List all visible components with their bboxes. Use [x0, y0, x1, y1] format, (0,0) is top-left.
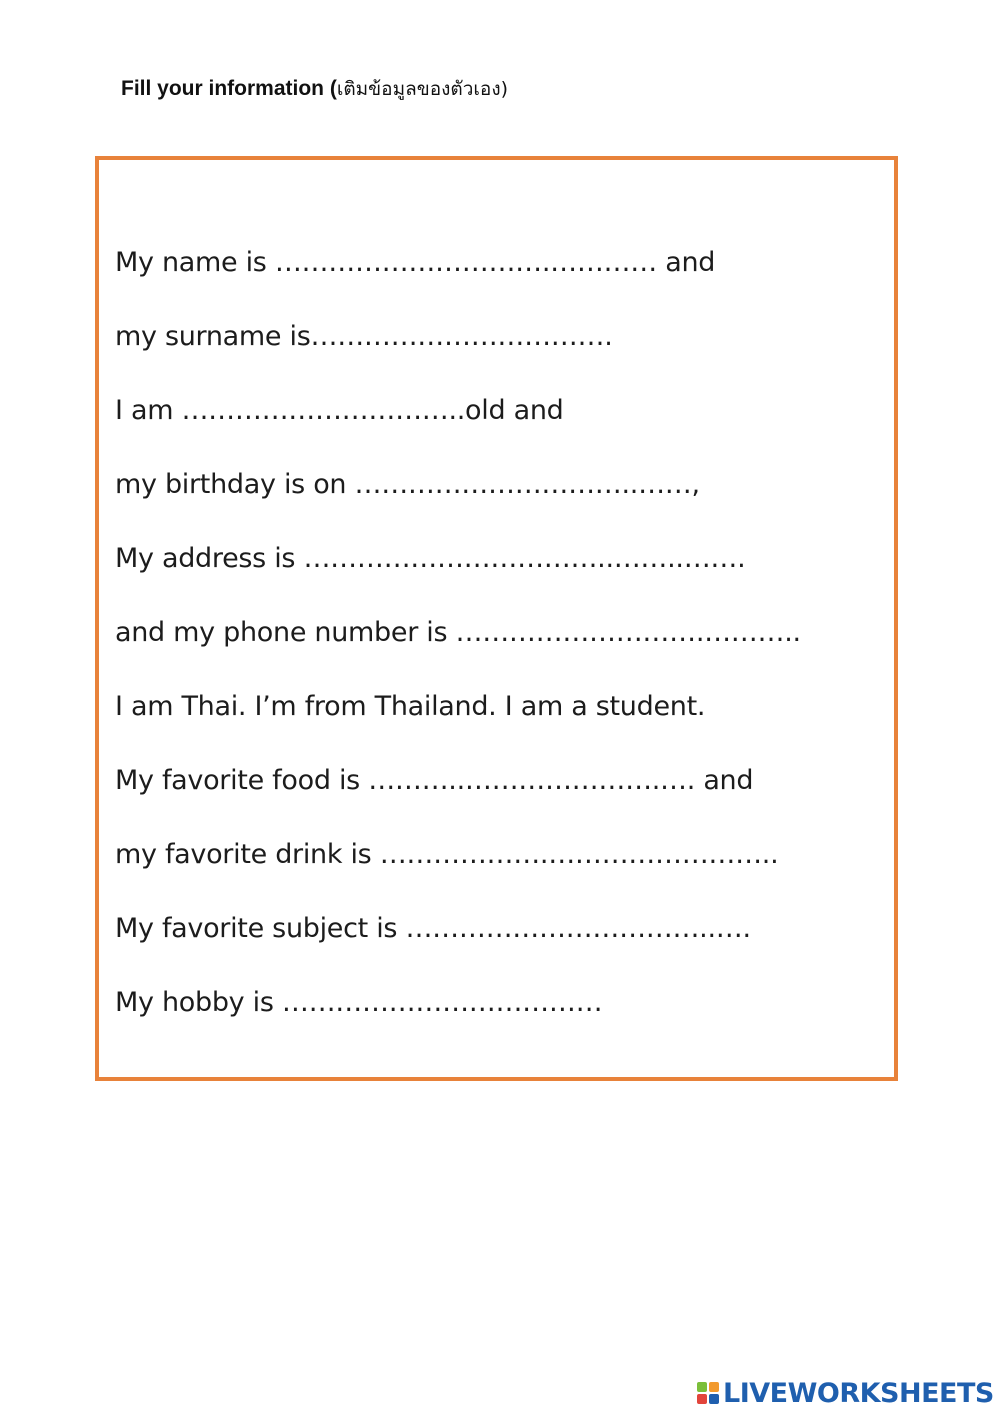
age-line: I am …………………………..old and — [115, 395, 564, 426]
favorite-subject-line: My favorite subject is ……………………………..…. — [115, 913, 751, 944]
phone-line: and my phone number is ……………………….……….. — [115, 617, 801, 648]
birthday-line: my birthday is on …………………………..……, — [115, 469, 700, 500]
logo-squares-icon — [697, 1382, 719, 1404]
favorite-food-line: My favorite food is ………..………………….…. and — [115, 765, 754, 796]
page-title-english: Fill your information ( — [121, 77, 337, 100]
information-box — [95, 156, 898, 1081]
page-title-thai: เติมข้อมูลของตัวเอง) — [336, 78, 509, 100]
nationality-line: I am Thai. I’m from Thailand. I am a student. — [115, 691, 706, 722]
hobby-line: My hobby is ……………………………… — [115, 987, 603, 1018]
liveworksheets-logo — [697, 1376, 994, 1410]
logo-text: LIVEWORKSHEETS — [723, 1377, 994, 1409]
name-line: My name is ………………………….………… and — [115, 247, 716, 278]
surname-line: my surname is……………………………. — [115, 321, 613, 352]
page-title — [121, 74, 508, 104]
address-line: My address is ……………………………..……..……. — [115, 543, 746, 574]
favorite-drink-line: my favorite drink is ……………….…………………….. — [115, 839, 779, 870]
